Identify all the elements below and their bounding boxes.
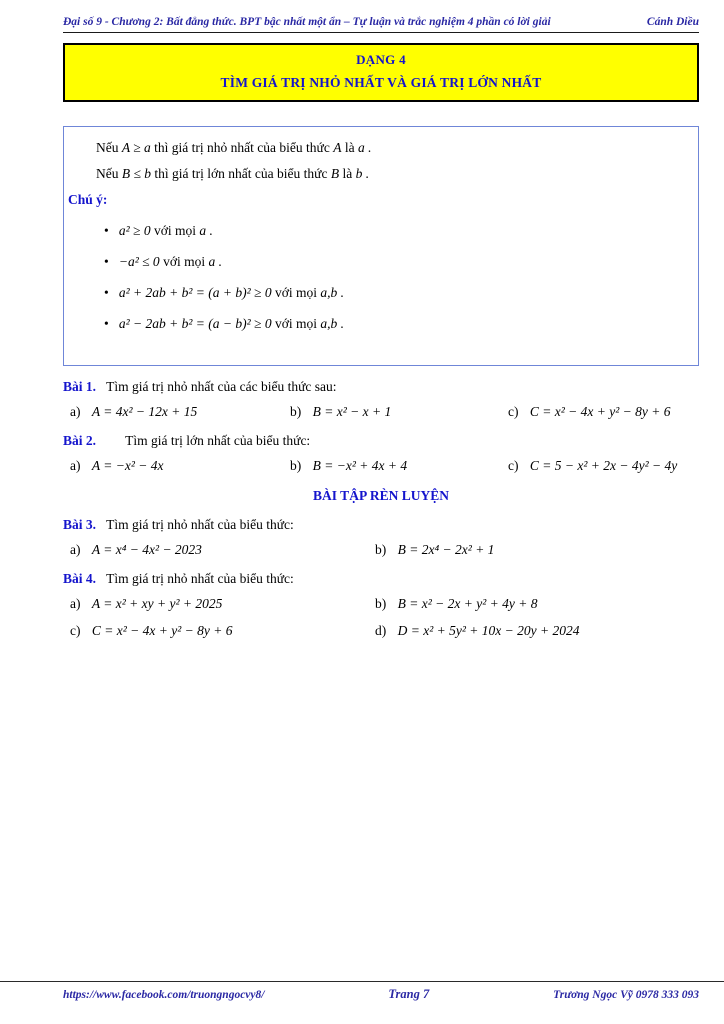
item-formula: C = x² − 4x + y² − 8y + 6 [529,404,671,419]
item-tag: b) [375,596,387,611]
exercise-item [290,404,508,420]
bullet-text: với mọi [274,316,317,331]
item-tag: a) [70,596,81,611]
rule-text: là [344,140,355,155]
header-divider [63,32,699,33]
exercise-3-heading [63,517,699,533]
rule-text: thì giá trị nhỏ nhất của biểu thức [154,140,330,155]
bullet-formula: −a² ≤ 0 [118,254,160,269]
item-formula: A = x⁴ − 4x² − 2023 [91,542,202,557]
item-tag: b) [290,458,302,473]
bullet-vars: a,b . [320,316,344,331]
bullet-formula: a² + 2ab + b² = (a + b)² ≥ 0 [118,285,272,300]
bullet-vars: a . [199,223,213,238]
item-formula: C = 5 − x² + 2x − 4y² − 4y [529,458,678,473]
item-formula: A = 4x² − 12x + 15 [91,404,198,419]
exercise-item [375,623,699,639]
rule-text: thì giá trị lớn nhất của biểu thức [154,166,328,181]
bullet-text: với mọi [274,285,317,300]
item-tag: c) [508,458,519,473]
exercise-prompt: Tìm giá trị lớn nhất của biểu thức: [125,433,311,448]
bullet-formula: a² ≥ 0 [118,223,151,238]
exercise-item [70,623,375,639]
exercise-prompt: Tìm giá trị nhỏ nhất của các biểu thức sau: [106,379,337,394]
bullet-formula: a² − 2ab + b² = (a − b)² ≥ 0 [118,316,272,331]
bullet-vars: a . [208,254,222,269]
note-bullet [104,285,690,301]
item-tag: a) [70,542,81,557]
rule-value: b . [355,166,370,181]
rule-value: a . [357,140,372,155]
banner-type-label: DẠNG 4 [356,52,406,67]
exercise-4-heading [63,571,699,587]
item-tag: b) [375,542,387,557]
exercise-2-items [63,458,699,474]
rule-variable: A [333,140,342,155]
rule-text: Nếu [96,166,119,181]
note-bullet [104,223,690,239]
title-banner [63,43,699,102]
item-formula: A = x² + xy + y² + 2025 [91,596,223,611]
exercise-item [290,458,508,474]
exercise-label: Bài 1. [63,379,97,394]
footer-facebook-link[interactable]: https://www.facebook.com/truongngocvy8/ [63,989,265,1001]
exercise-label: Bài 3. [63,517,97,532]
bullet-text: với mọi [153,223,196,238]
item-formula: A = −x² − 4x [91,458,164,473]
header-right-text: Cánh Diều [646,16,699,28]
item-formula: B = x² − 2x + y² + 4y + 8 [397,596,538,611]
exercise-prompt: Tìm giá trị nhỏ nhất của biểu thức: [106,571,294,586]
note-label: Chú ý: [68,192,108,207]
page-footer [0,981,724,1002]
exercise-item [508,404,699,420]
rule-min [68,140,690,156]
note-bullet [104,316,690,332]
header-left-text: Đại số 9 - Chương 2: Bất đẳng thức. BPT bậc nhất một ẩn – Tự luận và trắc nghiệm 4 phần có lời giải [63,16,551,28]
rule-text: Nếu [96,140,119,155]
exercise-4-items [63,596,699,639]
note-bullet [104,254,690,270]
section-title: BÀI TẬP RÈN LUYỆN [313,488,449,503]
exercise-prompt: Tìm giá trị nhỏ nhất của biểu thức: [106,517,294,532]
item-tag: d) [375,623,387,638]
exercise-3-items [63,542,699,558]
exercise-2-heading [63,433,699,449]
rule-condition: A ≥ a [121,140,151,155]
exercise-item [70,596,375,612]
item-tag: b) [290,404,302,419]
item-tag: c) [70,623,81,638]
exercise-label: Bài 4. [63,571,97,586]
banner-title: TÌM GIÁ TRỊ NHỎ NHẤT VÀ GIÁ TRỊ LỚN NHẤT [220,75,542,90]
bullet-vars: a,b . [320,285,344,300]
item-formula: B = 2x⁴ − 2x² + 1 [397,542,495,557]
exercise-item [375,596,699,612]
exercise-item [70,458,290,474]
rule-text: là [342,166,353,181]
page-header [63,16,699,28]
footer-author: Trương Ngọc Vỹ 0978 333 093 [553,989,699,1001]
item-tag: c) [508,404,519,419]
exercise-item [375,542,699,558]
rule-variable: B [330,166,340,181]
bullet-text: với mọi [163,254,206,269]
exercise-1-items [63,404,699,420]
rule-max [68,166,690,182]
theory-box [63,126,699,366]
exercise-1-heading [63,379,699,395]
page-number: Trang 7 [388,987,430,1001]
item-formula: B = −x² + 4x + 4 [312,458,408,473]
exercise-label: Bài 2. [63,433,97,448]
item-formula: B = x² − x + 1 [312,404,392,419]
item-tag: a) [70,458,81,473]
exercise-item [70,542,375,558]
rule-condition: B ≤ b [121,166,152,181]
item-tag: a) [70,404,81,419]
exercise-item [508,458,699,474]
item-formula: D = x² + 5y² + 10x − 20y + 2024 [397,623,580,638]
exercise-item [70,404,290,420]
item-formula: C = x² − 4x + y² − 8y + 6 [91,623,233,638]
